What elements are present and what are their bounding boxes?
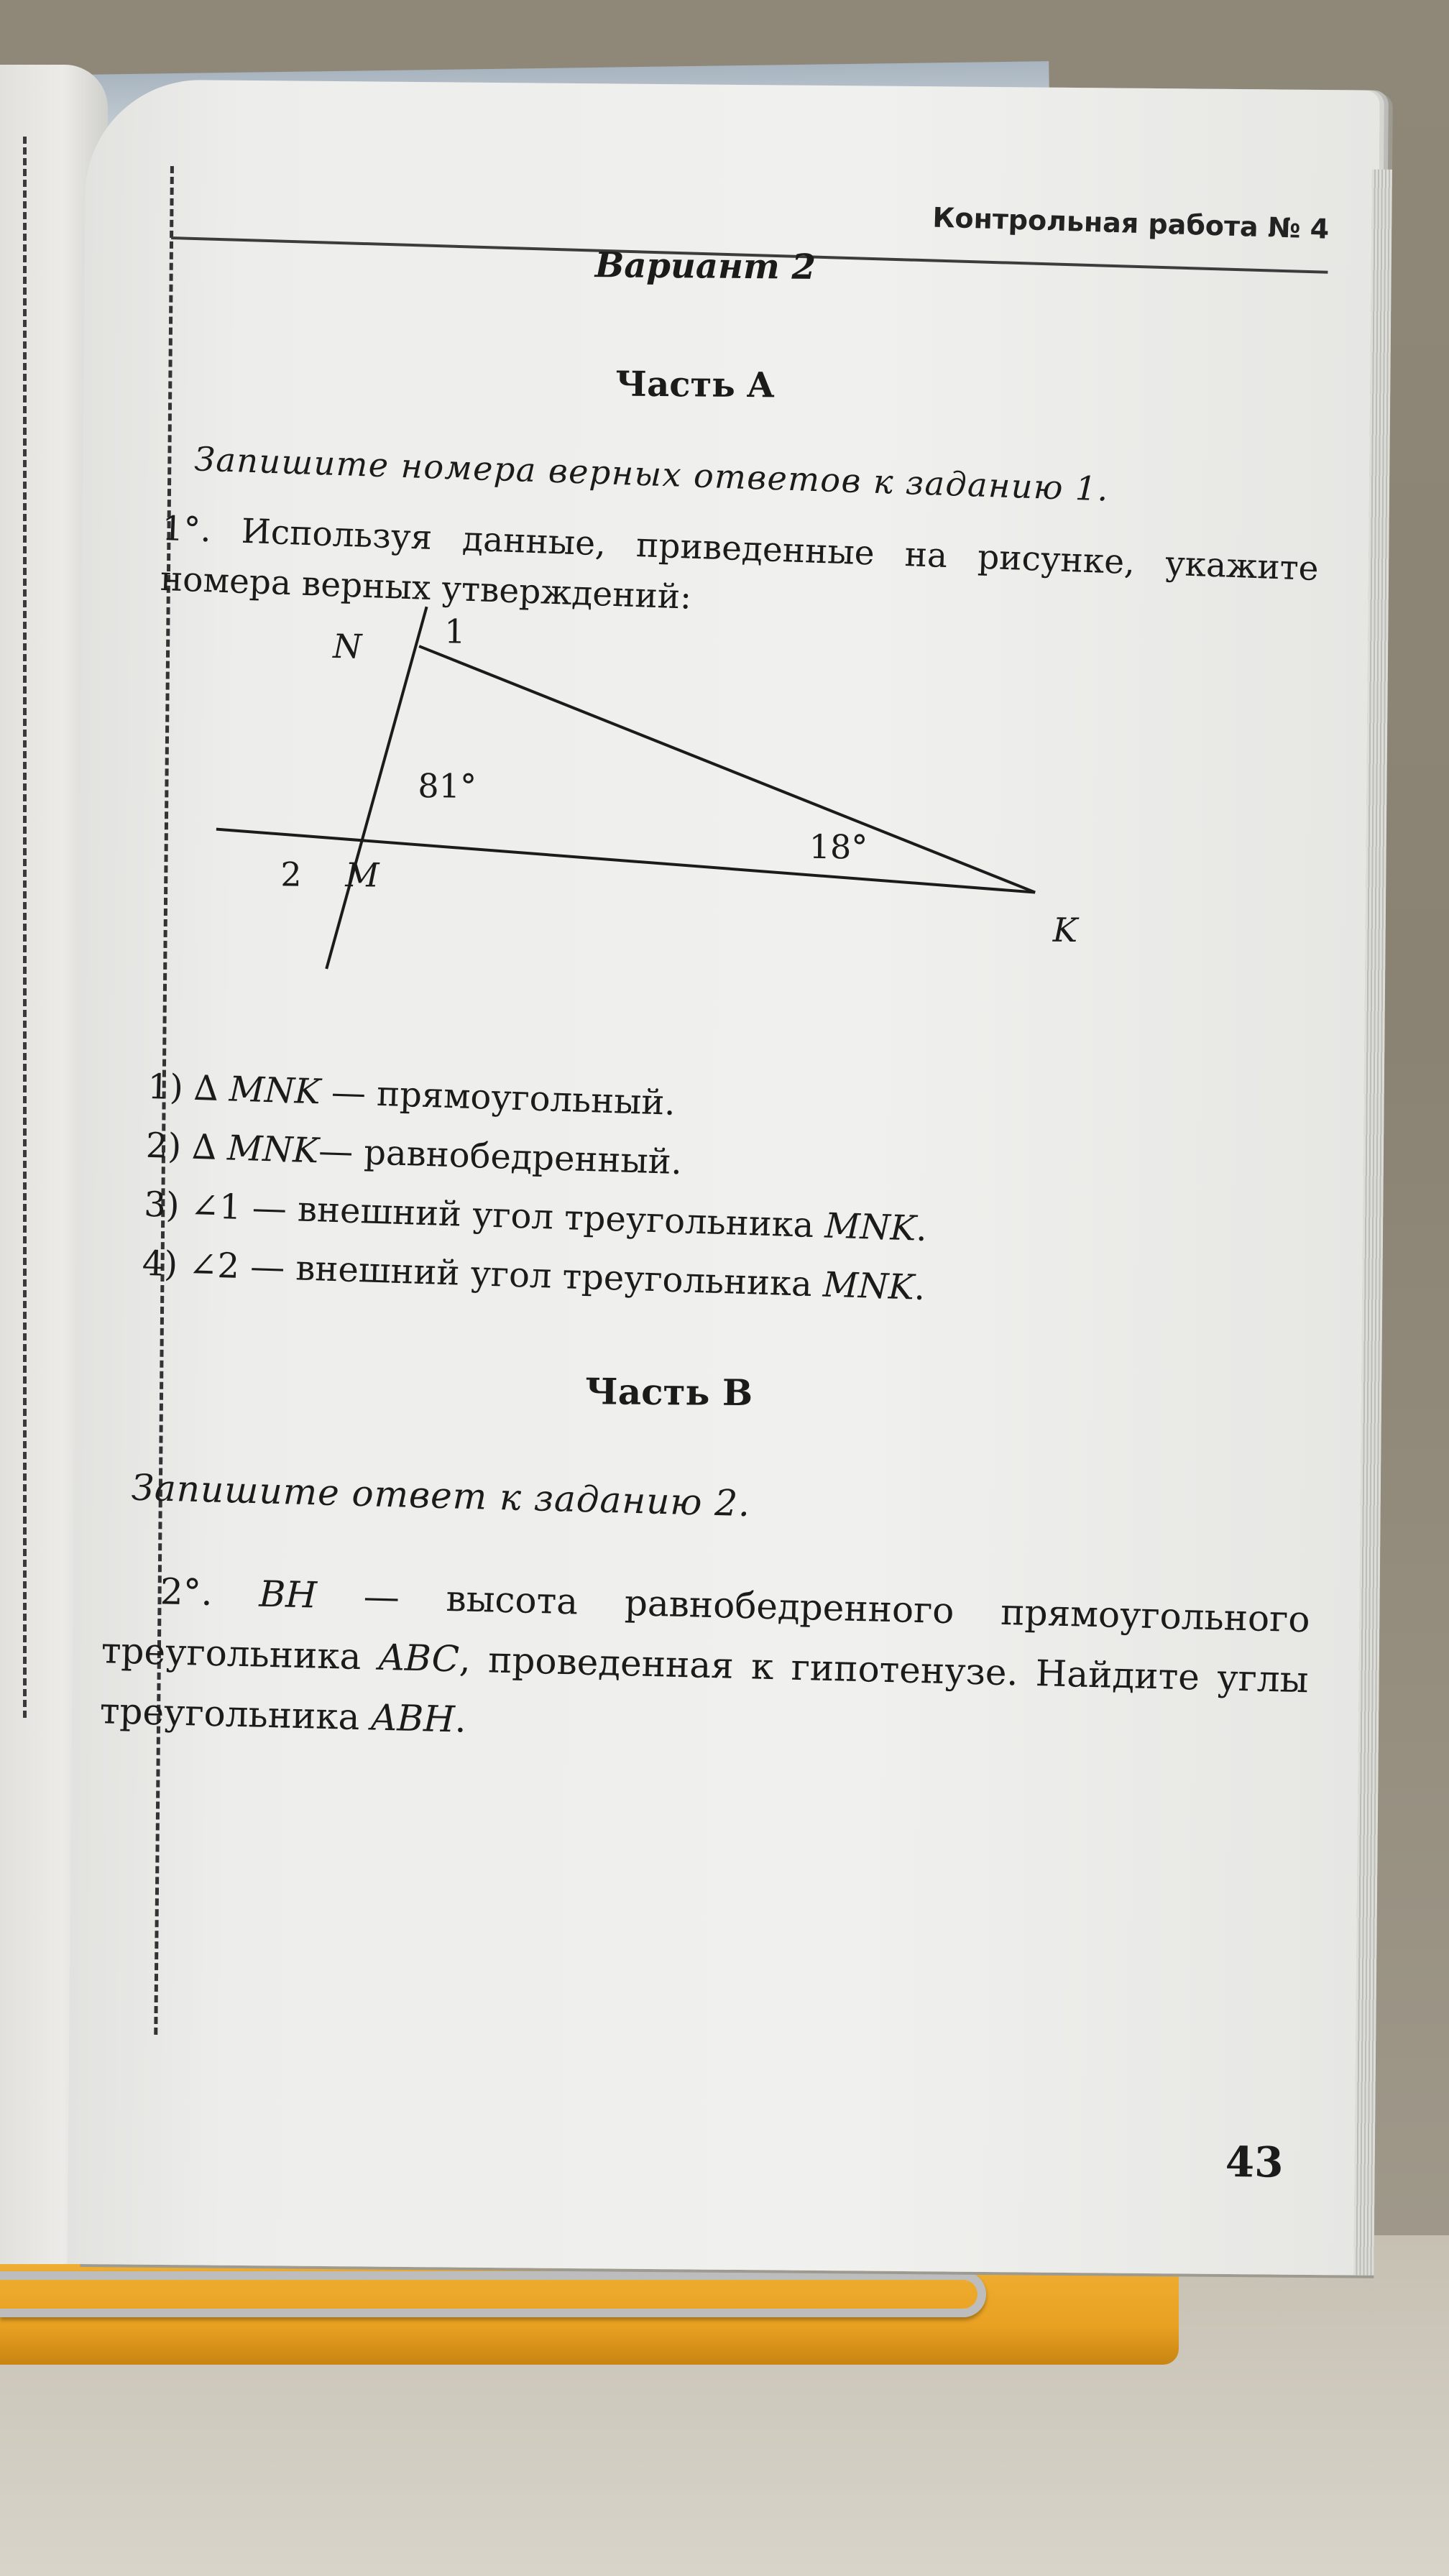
statement-4-number: 4) [141, 1243, 178, 1285]
statement-1-triangle: MNK [228, 1069, 321, 1113]
statement-4-angle: ∠2 [188, 1244, 240, 1287]
task-2-abc: ABC [378, 1636, 460, 1680]
side-mk-extended [216, 829, 1036, 893]
statement-3-angle: ∠1 [190, 1185, 242, 1228]
statement-3-end: . [915, 1208, 928, 1249]
task-2-abh: ABH [370, 1696, 456, 1741]
statement-4-triangle: MNK [822, 1264, 915, 1308]
task-2-text-2: , проведенная к гипотенузе. Найдите углы треугольника [99, 1638, 1310, 1739]
task-2-bh: BH [258, 1573, 318, 1616]
page-stack-edge [1353, 170, 1392, 2276]
statement-2-symbol: ∆ [191, 1126, 217, 1168]
statement-2-triangle: MNK [226, 1128, 320, 1172]
task-2 [99, 1560, 1311, 1770]
book-page [67, 79, 1379, 2276]
part-b-title: Часть B [584, 1370, 753, 1414]
part-a-title: Часть A [615, 364, 774, 406]
variant-title: Вариант 2 [594, 245, 816, 288]
task-2-text-1: — высота равнобедренного прямоугольного треугольника [101, 1574, 1311, 1678]
page-number: 43 [1225, 2137, 1284, 2187]
left-page-cut-line [23, 137, 27, 1718]
page-holder-wire [0, 2271, 986, 2317]
statement-4-end: . [914, 1267, 926, 1308]
part-a-instruction: Запишите номера верных ответов к заданию 1. [193, 439, 1110, 509]
statement-2-text: — равнобедренный. [318, 1131, 683, 1183]
statement-list [142, 1057, 932, 1317]
running-head: Контрольная работа № 4 [932, 201, 1330, 245]
angle-k-value: 18° [809, 827, 868, 867]
angle-1-label: 1 [444, 612, 466, 651]
task-2-number: 2°. [160, 1570, 213, 1614]
statement-3-triangle: MNK [824, 1205, 917, 1249]
angle-m-value: 81° [418, 766, 477, 806]
statement-3-text: — внешний угол треугольника [240, 1187, 826, 1246]
task-1-number: 1°. [161, 508, 212, 551]
statement-3-number: 3) [143, 1184, 180, 1226]
vertex-m-label: M [345, 855, 380, 895]
vertex-k-label: K [1052, 910, 1078, 950]
statement-1-text: — прямоугольный. [319, 1072, 676, 1123]
angle-2-label: 2 [280, 855, 302, 894]
side-nk [417, 646, 1037, 892]
part-b-instruction: Запишите ответ к заданию 2. [131, 1466, 751, 1525]
triangle-figure [280, 606, 1078, 986]
task-1-text: Используя данные, приведенные на рисунке, укажите номера верных утверждений: [160, 511, 1320, 617]
statement-2-number: 2) [145, 1125, 183, 1167]
task-2-text-3: . [454, 1698, 467, 1741]
statement-1-symbol: ∆ [193, 1067, 219, 1109]
statement-1-number: 1) [147, 1066, 184, 1108]
statement-4-text: — внешний угол треугольника [239, 1246, 824, 1305]
vertex-n-label: N [332, 627, 362, 666]
